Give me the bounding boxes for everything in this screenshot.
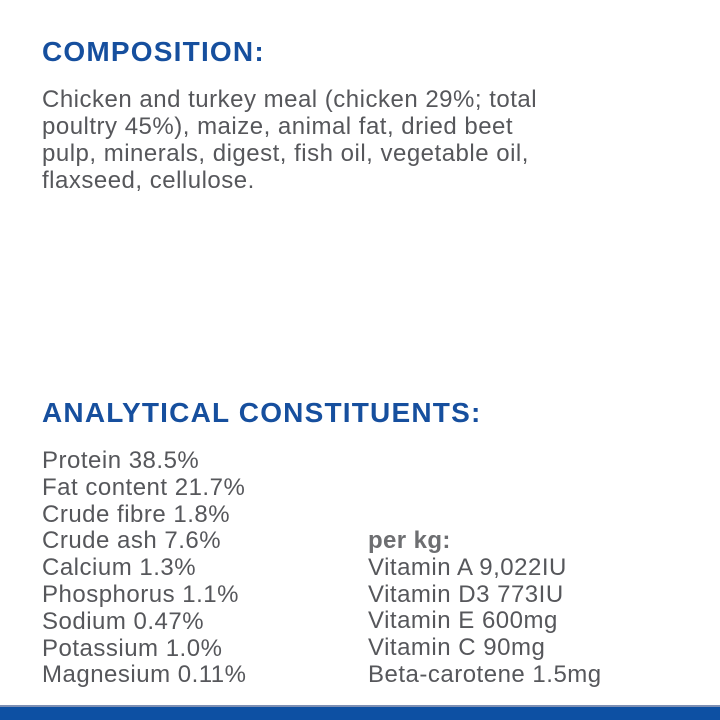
vitamin-item: Vitamin E 600mg [368,607,558,635]
analytical-left-column [42,448,247,689]
analytical-item: Protein 38.5% [42,447,200,474]
analytical-item: Crude ash 7.6% [42,527,222,555]
analytical-item: Magnesium 0.11% [42,661,247,689]
composition-line: poultry 45%), maize, animal fat, dried beet [42,113,514,140]
composition-line: flaxseed, cellulose. [42,167,255,194]
analytical-item: Fat content 21.7% [42,473,246,501]
vitamin-item: Vitamin A 9,022IU [368,553,567,581]
vitamin-item: Beta-carotene 1.5mg [368,660,602,688]
bottom-blue-bar [0,705,720,720]
per-kg-items [368,555,602,689]
per-kg-heading: per kg: [368,527,451,554]
analytical-item: Calcium 1.3% [42,554,197,582]
composition-line: pulp, minerals, digest, fish oil, vegetable oil, [42,140,529,167]
vitamin-item: Vitamin C 90mg [368,634,546,662]
analytical-item: Potassium 1.0% [42,634,223,662]
analytical-item: Crude fibre 1.8% [42,500,231,528]
analytical-item: Phosphorus 1.1% [42,580,239,608]
composition-line: Chicken and turkey meal (chicken 29%; total [42,86,538,113]
composition-text [42,86,537,194]
analytical-constituents-heading: ANALYTICAL CONSTITUENTS: [42,397,482,428]
per-kg-column [368,528,602,689]
analytical-item: Sodium 0.47% [42,607,205,635]
vitamin-item: Vitamin D3 773IU [368,580,564,608]
composition-heading: COMPOSITION: [42,36,265,67]
